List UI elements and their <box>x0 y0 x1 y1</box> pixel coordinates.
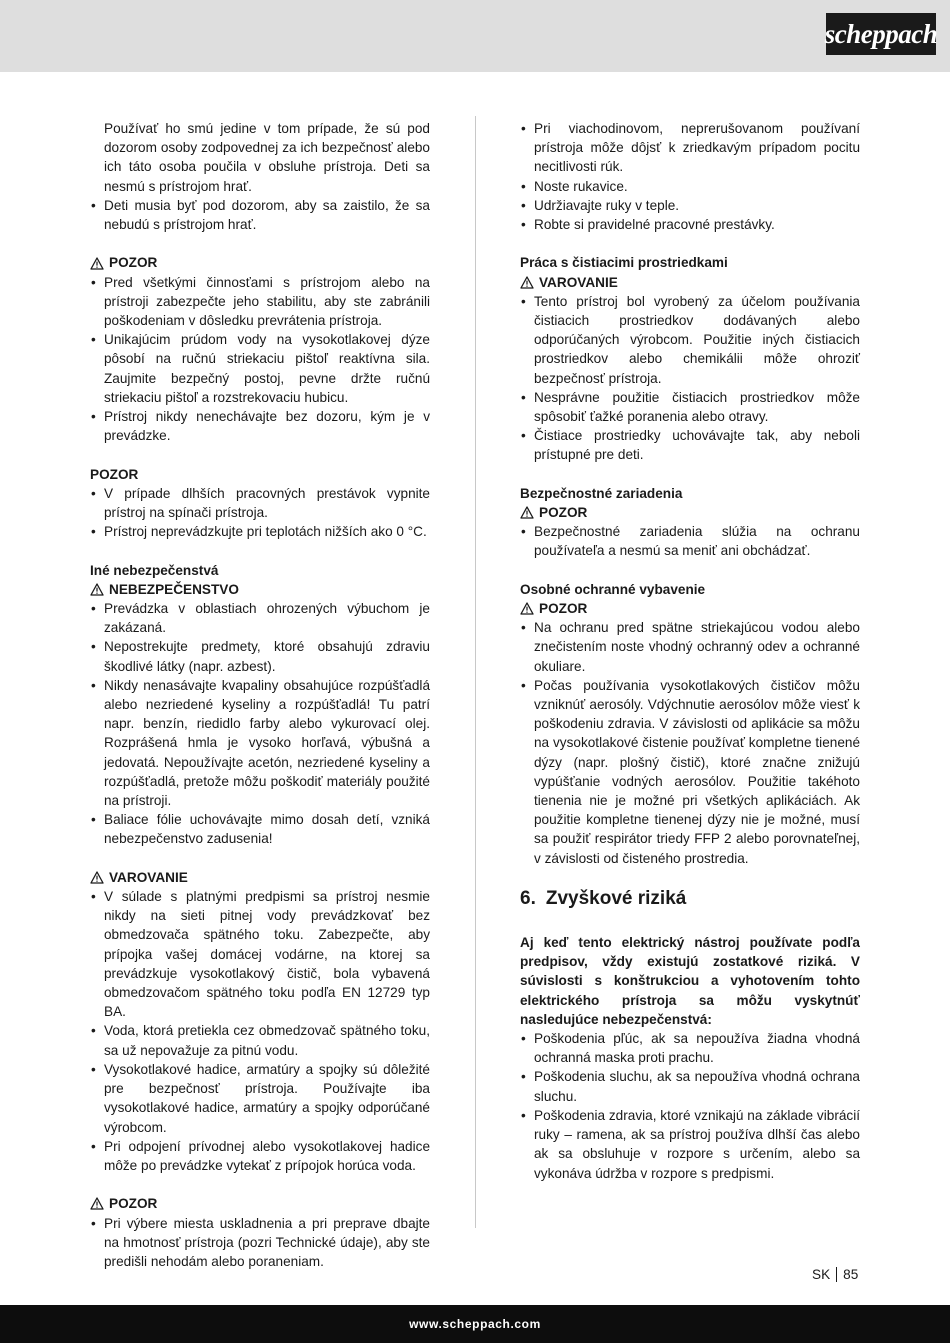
list-item: • Nikdy nenasávajte kvapaliny obsahujúce rozpúšťadlá alebo nezriedené kyseliny a rozpúšťadlá! Tu patrí napr. benzín, riedidlo farby alebo vykurovací olej. Rozprášená hmla je vysoko horľavá, výbušná a jedovatá. Nepoužívajte acetón, nezriedené kyseliny a rozpúšťadlá, pretože môžu poškodiť materiály použité na prístroji. <box>90 676 430 810</box>
warning-label: POZOR <box>109 1196 158 1212</box>
pozor-section-3 <box>90 1194 430 1271</box>
list-item: • Prevádzka v oblastiach ohrozených výbuchom je zakázaná. <box>90 599 430 637</box>
list-item: • Deti musia byť pod dozorom, aby sa zaistilo, že sa nebudú s prístrojom hrať. <box>90 196 430 234</box>
varovanie-list <box>90 887 430 1175</box>
pozor-section-2 <box>90 465 430 542</box>
warning-triangle-icon <box>520 276 534 289</box>
vibration-list <box>520 119 860 234</box>
intro-section <box>90 119 430 234</box>
section-heading: Osobné ochranné vybavenie <box>520 581 706 597</box>
left-column <box>90 119 430 1271</box>
list-item: • Čistiace prostriedky uchovávajte tak, aby neboli prístupné pre deti. <box>520 426 860 464</box>
osobne-section <box>520 580 860 868</box>
language-code: SK <box>812 1267 831 1282</box>
list-item: • Bezpečnostné zariadenia slúžia na ochranu používateľa a nesmú sa meniť ani obchádzať. <box>520 522 860 560</box>
list-item: • Pri výbere miesta uskladnenia a pri preprave dbajte na hmotnosť prístroja (pozri Technické údaje), aby ste predišli nehodám alebo poraneniam. <box>90 1214 430 1272</box>
section-heading: Práca s čistiacimi prostriedkami <box>520 255 728 271</box>
bezpecnostne-section <box>520 484 860 561</box>
warning-triangle-icon <box>90 871 104 884</box>
cistiace-list <box>520 292 860 465</box>
warning-heading <box>90 580 430 599</box>
intro-paragraph: Používať ho smú jedine v tom prípade, že sú pod dozorom osoby zodpovednej za ich bezpečnosť alebo ich táto osoba poučila v obsluhe prístroja. Deti sa nesmú s prístrojom hrať. <box>104 121 430 194</box>
residual-risks-intro: Aj keď tento elektrický nástroj používate podľa predpisov, vždy existujú zostatkové riziká. V súvislosti s konštrukciou a vyhotovením tohto elektrického prístroja sa môžu vyskytnúť nasledujúce nebezpečenstvá: <box>520 935 860 1027</box>
page-number-separator <box>836 1267 837 1282</box>
list-item: • Nepostrekujte predmety, ktoré obsahujú zdraviu škodlivé látky (napr. azbest). <box>90 637 430 675</box>
warning-label: VAROVANIE <box>109 869 188 885</box>
page-number <box>812 1265 858 1284</box>
section-heading: Bezpečnostné zariadenia <box>520 485 683 501</box>
list-item: • Prístroj nikdy nenechávajte bez dozoru, kým je v prevádzke. <box>90 407 430 445</box>
pozor-heading: POZOR <box>90 466 139 482</box>
warning-triangle-icon <box>90 1197 104 1210</box>
cistiace-section <box>520 253 860 464</box>
right-column <box>520 119 860 1183</box>
list-item: • Voda, ktorá pretiekla cez obmedzovač spätného toku, sa už nepovažuje za pitnú vodu. <box>90 1021 430 1059</box>
osobne-list <box>520 618 860 868</box>
list-item: • Robte si pravidelné pracovné prestávky. <box>520 215 860 234</box>
warning-triangle-icon <box>520 602 534 615</box>
list-item: • Baliace fólie uchovávajte mimo dosah detí, vzniká nebezpečenstvo zadusenia! <box>90 810 430 848</box>
page-number-value: 85 <box>843 1267 859 1282</box>
list-item: • Prístroj neprevádzkujte pri teplotách nižších ako 0 °C. <box>90 522 430 541</box>
warning-label: NEBEZPEČENSTVO <box>109 581 239 597</box>
pozor-list-3 <box>90 1214 430 1272</box>
column-divider <box>475 116 476 1228</box>
list-item: • Noste rukavice. <box>520 177 860 196</box>
warning-label: POZOR <box>109 255 158 271</box>
warning-heading <box>90 1194 430 1213</box>
chapter-heading <box>520 887 860 911</box>
chapter-title: Zvyškové riziká <box>545 888 687 910</box>
list-item: • Nesprávne použitie čistiacich prostriedkov môže spôsobiť ťažké poranenia alebo otravy. <box>520 388 860 426</box>
list-item: • Počas používania vysokotlakových čističov môžu vzniknúť aerosóly. Vdýchnutie aerosólov môže viesť k poškodeniu zdravia. V závislosti od aplikácie sa môžu na vysokotlakové čistenie používať kompletne tienené dýzy (napr. plošný čistič), ktoré značne znižujú vypúšťanie vodných aerosólov. Použitie takéhoto tienenia nie je možné pri všetkých aplikáciách. Ak použitie kompletne tienenej dýzy nie je možné, musí sa použiť respirátor triedy FFP 2 alebo porovnateľnej, v závislosti od čisteného prostredia. <box>520 676 860 868</box>
warning-heading <box>520 503 860 522</box>
varovanie-section <box>90 868 430 1175</box>
list-item: • Na ochranu pred spätne striekajúcou vodou alebo znečistením noste vhodný ochranný odev a ochranné okuliare. <box>520 618 860 676</box>
list-item: • Udržiavajte ruky v teple. <box>520 196 860 215</box>
footer-url: www.scheppach.com <box>409 1317 541 1331</box>
list-item: • Tento prístroj bol vyrobený za účelom používania čistiacich prostriedkov dodávaných alebo odporúčaných výrobcom. Použitie iných čistiacich prostriedkov alebo chemikálii môže ohroziť bezpečnosť prístroja. <box>520 292 860 388</box>
vibration-section <box>520 119 860 234</box>
warning-triangle-icon <box>90 583 104 596</box>
warning-heading <box>520 273 860 292</box>
section-heading: Iné nebezpečenstvá <box>90 562 219 578</box>
intro-list <box>90 196 430 234</box>
warning-triangle-icon <box>90 257 104 270</box>
warning-heading <box>90 868 430 887</box>
logo-text: scheppach <box>824 18 938 49</box>
residual-risks-section <box>520 933 860 1183</box>
nebezpecenstvo-list <box>90 599 430 849</box>
warning-label: POZOR <box>539 505 588 521</box>
residual-risks-list <box>520 1029 860 1183</box>
list-item: • Pred všetkými činnosťami s prístrojom alebo na prístroji zabezpečte jeho stabilitu, aby ste zabránili poškodeniam v dôsledku prevrátenia prístroja. <box>90 273 430 331</box>
pozor-list-1 <box>90 273 430 446</box>
list-item: • Poškodenia sluchu, ak sa nepoužíva vhodná ochrana sluchu. <box>520 1067 860 1105</box>
scheppach-logo <box>826 13 936 55</box>
list-item: • Vysokotlakové hadice, armatúry a spojky sú dôležité pre bezpečnosť prístroja. Používajte iba vysokotlakové hadice, armatúry a spojky odporúčané výrobcom. <box>90 1060 430 1137</box>
warning-heading <box>90 253 430 272</box>
list-item: • Poškodenia pľúc, ak sa nepoužíva žiadna vhodná ochranná maska proti prachu. <box>520 1029 860 1067</box>
ine-nebezpecenstva-section <box>90 561 430 849</box>
warning-heading <box>520 599 860 618</box>
warning-triangle-icon <box>520 506 534 519</box>
header-bar <box>0 0 950 72</box>
warning-label: VAROVANIE <box>539 274 618 290</box>
list-item: • V prípade dlhších pracovných prestávok vypnite prístroj na spínači prístroja. <box>90 484 430 522</box>
warning-label: POZOR <box>539 601 588 617</box>
chapter-number: 6. <box>520 888 536 910</box>
list-item: • Unikajúcim prúdom vody na vysokotlakovej dýze pôsobí na ručnú striekaciu pištoľ reaktívna sila. Zaujmite bezpečný postoj, pevne držte ručnú striekaciu pištoľ a rozstrekovaciu hubicu. <box>90 330 430 407</box>
pozor-list-2 <box>90 484 430 542</box>
list-item: • Pri viachodinovom, neprerušovanom používaní prístroja môže dôjsť k zriedkavým prípadom pocitu necitlivosti rúk. <box>520 119 860 177</box>
list-item: • Pri odpojení prívodnej alebo vysokotlakovej hadice môže po prevádzke vytekať z prípojok horúca voda. <box>90 1137 430 1175</box>
footer-bar <box>0 1305 950 1343</box>
list-item: • V súlade s platnými predpismi sa prístroj nesmie nikdy na sieti pitnej vody prevádzkovať bez obmedzovača spätného toku. Zabezpečte, aby prípojka vašej domácej vodárne, na ktorej sa prevádzkuje vysokotlakový čistič, bola vybavená obmedzovačom spätného toku podľa EN 12729 typ BA. <box>90 887 430 1021</box>
bezpecnostne-list <box>520 522 860 560</box>
pozor-section-1 <box>90 253 430 445</box>
list-item: • Poškodenia zdravia, ktoré vznikajú na základe vibrácií ruky – ramena, ak sa prístroj používa dlhší čas alebo ak sa obsluhuje v rozpore s určením, alebo sa vykonáva údržba v rozpore s predpismi. <box>520 1106 860 1183</box>
